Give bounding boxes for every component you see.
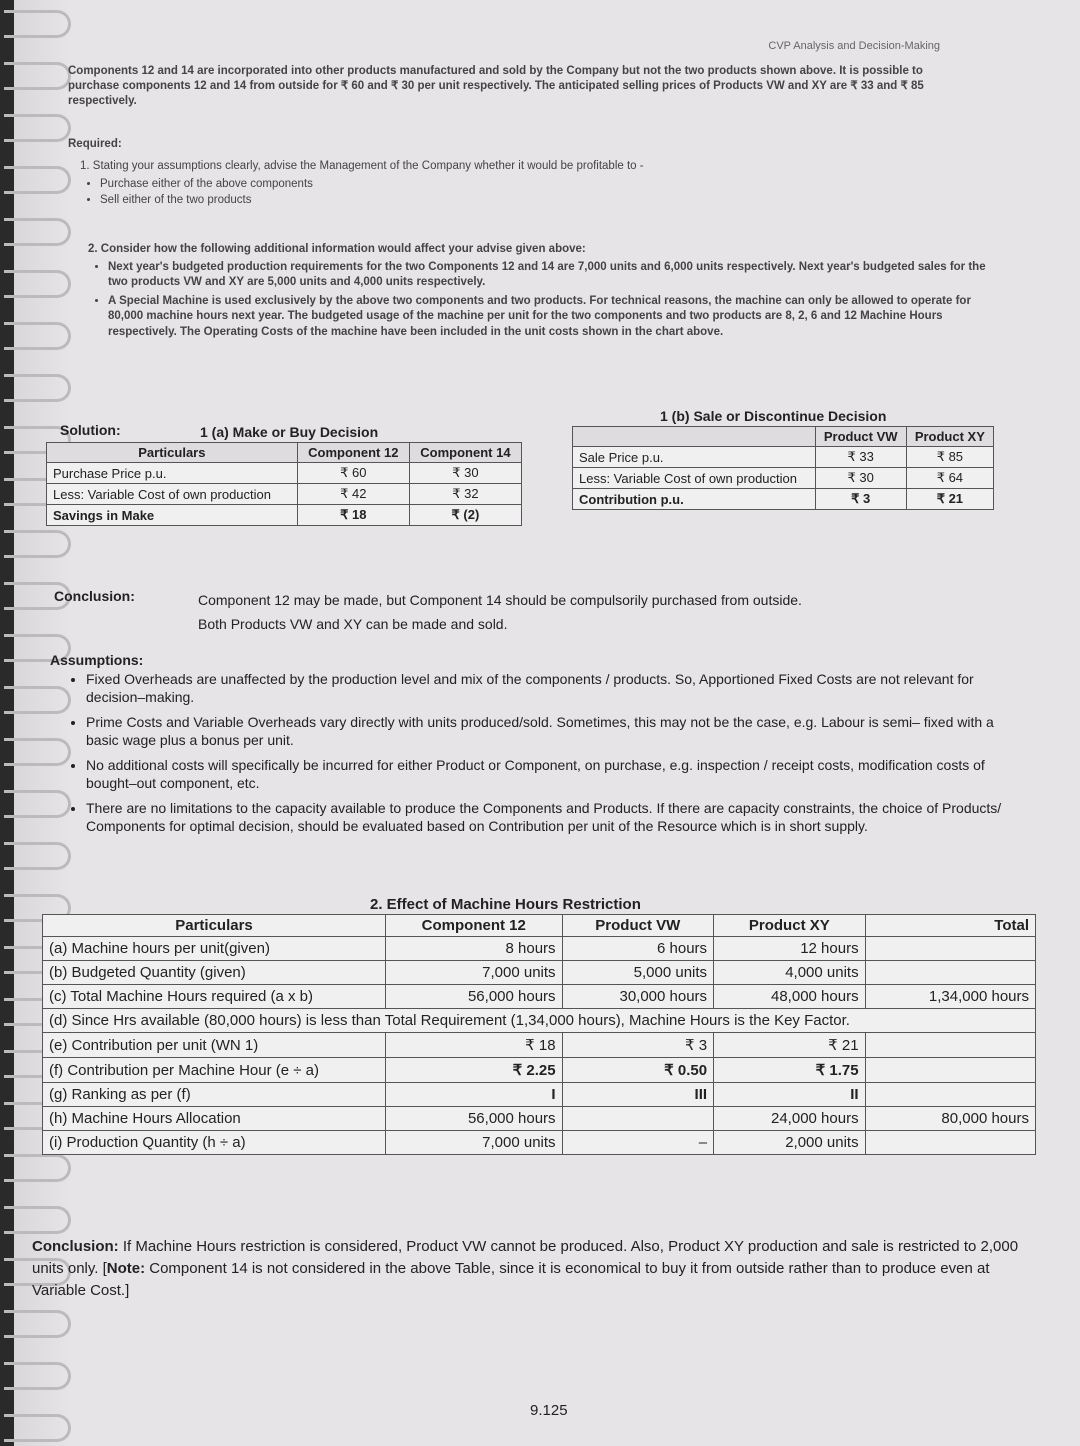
table-row bbox=[43, 1107, 1036, 1131]
table-row bbox=[43, 1009, 1036, 1033]
machine-hours-table bbox=[42, 914, 1036, 1155]
requirement-2-list bbox=[108, 260, 1008, 341]
table-header: Product VW bbox=[562, 915, 714, 937]
conclusion-1-text bbox=[198, 588, 958, 636]
table-row bbox=[43, 961, 1036, 985]
required-heading: Required: bbox=[68, 138, 122, 150]
table-cell: Less: Variable Cost of own production bbox=[573, 468, 816, 489]
table-header: Product VW bbox=[815, 427, 906, 447]
table-cell: 5,000 units bbox=[562, 961, 714, 985]
table-cell: ₹ 60 bbox=[297, 463, 409, 484]
assumptions-list bbox=[68, 670, 1008, 835]
table-header: Product XY bbox=[906, 427, 993, 447]
table-cell: ₹ 3 bbox=[562, 1033, 714, 1058]
requirement-2 bbox=[88, 242, 1008, 343]
document-page bbox=[32, 30, 1060, 1430]
table-row bbox=[573, 468, 994, 489]
table-row bbox=[573, 489, 994, 510]
table-cell: ₹ 18 bbox=[386, 1033, 563, 1058]
table-cell: 4,000 units bbox=[714, 961, 866, 985]
requirement-1-list bbox=[100, 176, 940, 208]
table-cell: 2,000 units bbox=[714, 1131, 866, 1155]
table-cell: ₹ 21 bbox=[714, 1033, 866, 1058]
note-text: Component 14 is not considered in the above Table, since it is economical to buy it from outside rather than to produce even at Variable Cost.] bbox=[32, 1260, 990, 1299]
table-cell: ₹ 42 bbox=[297, 484, 409, 505]
table-cell: 7,000 units bbox=[386, 1131, 563, 1155]
table-row bbox=[47, 463, 522, 484]
table-cell: ₹ (2) bbox=[409, 505, 521, 526]
table-header: Component 12 bbox=[386, 915, 563, 937]
table2-title: 1 (b) Sale or Discontinue Decision bbox=[660, 408, 887, 424]
list-item: • Prime Costs and Variable Overheads vary directly with units produced/sold. Sometimes, this may not be the case, e.g. Labour is semi– fixed with a basic wage plus a bonus per unit. bbox=[86, 713, 1008, 749]
conclusion-1-line: Both Products VW and XY can be made and sold. bbox=[198, 616, 508, 632]
conclusion-2-text: If Machine Hours restriction is considered, Product VW cannot be produced. Also, Product XY production and sale is restricted to 2,000 units only. [ bbox=[32, 1238, 1019, 1277]
table-cell: 24,000 hours bbox=[714, 1107, 866, 1131]
table-cell bbox=[865, 937, 1035, 961]
table-row bbox=[43, 937, 1036, 961]
table-cell: ₹ 1.75 bbox=[714, 1058, 866, 1083]
conclusion-1-label: Conclusion: bbox=[54, 588, 135, 604]
intro-paragraph: Components 12 and 14 are incorporated into other products manufactured and sold by the Company but not the two products shown above. It is possible to purchase components 12 and 14 from outside for ₹ 60 and ₹ 30 per unit respectively. The anticipated selling prices of Products VW and XY are ₹ 33 and ₹ 85 respectively. bbox=[68, 65, 924, 107]
table-cell: (h) Machine Hours Allocation bbox=[43, 1107, 386, 1131]
table-cell: 7,000 units bbox=[386, 961, 563, 985]
table-cell: 6 hours bbox=[562, 937, 714, 961]
solution-label: Solution: bbox=[60, 422, 121, 438]
table-header-row bbox=[47, 443, 522, 463]
list-item: • Next year's budgeted production requirements for the two Components 12 and 14 are 7,000 units and 6,000 units respectively. Next year's budgeted sales for the two products VW and XY are 5,000 units and 4,000 units respectively. bbox=[108, 260, 1008, 291]
table-cell bbox=[865, 961, 1035, 985]
table-cell: ₹ 30 bbox=[815, 468, 906, 489]
table-header: Particulars bbox=[43, 915, 386, 937]
table-cell: ₹ 32 bbox=[409, 484, 521, 505]
table-row bbox=[43, 1083, 1036, 1107]
list-item: • Sell either of the two products bbox=[100, 192, 940, 208]
requirement-1-text: 1. Stating your assumptions clearly, advise the Management of the Company whether it would be profitable to - bbox=[80, 160, 644, 172]
make-or-buy-table bbox=[46, 442, 522, 526]
running-header: CVP Analysis and Decision-Making bbox=[768, 40, 940, 52]
table-cell: (e) Contribution per unit (WN 1) bbox=[43, 1033, 386, 1058]
table-header bbox=[573, 427, 816, 447]
assumptions-list-container bbox=[68, 670, 1008, 842]
table-cell: ₹ 21 bbox=[906, 489, 993, 510]
table-cell: 12 hours bbox=[714, 937, 866, 961]
table1-title: 1 (a) Make or Buy Decision bbox=[200, 424, 379, 440]
table-cell: ₹ 18 bbox=[297, 505, 409, 526]
table-cell: Less: Variable Cost of own production bbox=[47, 484, 298, 505]
table-cell: Contribution p.u. bbox=[573, 489, 816, 510]
table-cell: (g) Ranking as per (f) bbox=[43, 1083, 386, 1107]
table-cell: ₹ 33 bbox=[815, 447, 906, 468]
table-cell: I bbox=[386, 1083, 563, 1107]
table-cell: ₹ 64 bbox=[906, 468, 993, 489]
requirement-1 bbox=[80, 158, 940, 208]
note-label: Note: bbox=[106, 1260, 146, 1277]
table-cell: ₹ 30 bbox=[409, 463, 521, 484]
conclusion-2 bbox=[32, 1236, 1042, 1302]
table-cell: 56,000 hours bbox=[386, 1107, 563, 1131]
table-cell: Purchase Price p.u. bbox=[47, 463, 298, 484]
table-cell bbox=[865, 1083, 1035, 1107]
table3-title: 2. Effect of Machine Hours Restriction bbox=[370, 896, 641, 913]
table-cell: ₹ 0.50 bbox=[562, 1058, 714, 1083]
page-number: 9.125 bbox=[530, 1402, 568, 1419]
table-cell bbox=[865, 1033, 1035, 1058]
table-cell: III bbox=[562, 1083, 714, 1107]
table-header-row bbox=[43, 915, 1036, 937]
table-row bbox=[573, 447, 994, 468]
table-cell: Savings in Make bbox=[47, 505, 298, 526]
table-cell: ₹ 2.25 bbox=[386, 1058, 563, 1083]
table-row bbox=[43, 1058, 1036, 1083]
table-cell: – bbox=[562, 1131, 714, 1155]
table-header: Product XY bbox=[714, 915, 866, 937]
table-cell: (f) Contribution per Machine Hour (e ÷ a) bbox=[43, 1058, 386, 1083]
table-header-row bbox=[573, 427, 994, 447]
table-cell: ₹ 3 bbox=[815, 489, 906, 510]
assumptions-heading: Assumptions: bbox=[50, 652, 144, 668]
table-cell bbox=[865, 1131, 1035, 1155]
table-row bbox=[43, 1131, 1036, 1155]
table-cell: (c) Total Machine Hours required (a x b) bbox=[43, 985, 386, 1009]
table-cell: 30,000 hours bbox=[562, 985, 714, 1009]
table-cell: (a) Machine hours per unit(given) bbox=[43, 937, 386, 961]
table-header: Component 12 bbox=[297, 443, 409, 463]
table-cell: Sale Price p.u. bbox=[573, 447, 816, 468]
sale-or-discontinue-table bbox=[572, 426, 994, 510]
table-cell: 1,34,000 hours bbox=[865, 985, 1035, 1009]
conclusion-2-label: Conclusion: bbox=[32, 1238, 119, 1255]
table-cell: 48,000 hours bbox=[714, 985, 866, 1009]
table-header: Particulars bbox=[47, 443, 298, 463]
table-row bbox=[43, 985, 1036, 1009]
list-item: • There are no limitations to the capacity available to produce the Components and Products. If there are capacity constraints, the choice of Products/ Components for optimal decision, should be evaluated based on Contribution per unit of the Resource which is in short supply. bbox=[86, 799, 1008, 835]
table-cell: 56,000 hours bbox=[386, 985, 563, 1009]
table-cell: ₹ 85 bbox=[906, 447, 993, 468]
list-item: • Purchase either of the above components bbox=[100, 176, 940, 192]
requirement-2-text: 2. Consider how the following additional information would affect your advise given above: bbox=[88, 243, 586, 255]
list-item: • A Special Machine is used exclusively by the above two components and two products. For technical reasons, the machine can only be allowed to operate for 80,000 machine hours next year. The budgeted usage of the machine per unit for the two components and two products are 8, 2, 6 and 12 Machine Hours respectively. The Operating Costs of the machine have been included in the unit costs shown in the chart above. bbox=[108, 294, 1008, 341]
table-cell bbox=[865, 1058, 1035, 1083]
list-item: • No additional costs will specifically be incurred for either Product or Component, on purchase, e.g. inspection / receipt costs, modification costs of bought–out component, etc. bbox=[86, 756, 1008, 792]
table-row bbox=[47, 505, 522, 526]
table-row bbox=[47, 484, 522, 505]
table-cell: 80,000 hours bbox=[865, 1107, 1035, 1131]
table-cell: 8 hours bbox=[386, 937, 563, 961]
table-header: Component 14 bbox=[409, 443, 521, 463]
conclusion-1-line: Component 12 may be made, but Component 14 should be compulsorily purchased from outside. bbox=[198, 592, 802, 608]
key-factor-note: (d) Since Hrs available (80,000 hours) is less than Total Requirement (1,34,000 hours), Machine Hours is the Key Factor. bbox=[43, 1009, 1036, 1033]
table-row bbox=[43, 1033, 1036, 1058]
list-item: • Fixed Overheads are unaffected by the production level and mix of the components / products. So, Apportioned Fixed Costs are not relevant for decision–making. bbox=[86, 670, 1008, 706]
table-cell: II bbox=[714, 1083, 866, 1107]
table-cell bbox=[562, 1107, 714, 1131]
table-cell: (i) Production Quantity (h ÷ a) bbox=[43, 1131, 386, 1155]
table-header: Total bbox=[865, 915, 1035, 937]
table-cell: (b) Budgeted Quantity (given) bbox=[43, 961, 386, 985]
